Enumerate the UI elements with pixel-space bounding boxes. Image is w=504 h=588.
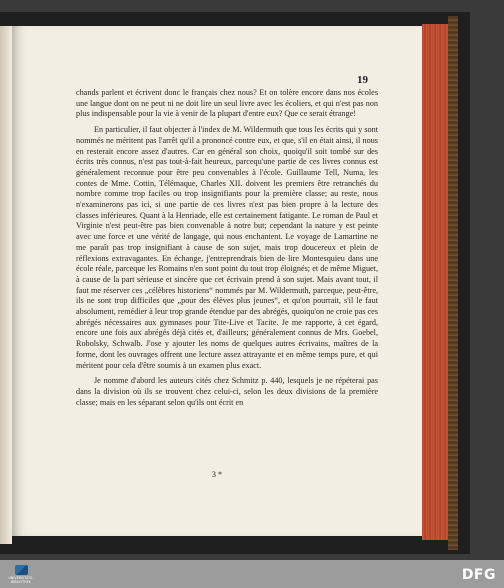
library-logo — [5, 560, 37, 588]
cover-edge — [448, 16, 458, 550]
page-text — [76, 88, 378, 413]
page-stack-edge — [422, 24, 448, 540]
paragraph-3: Je nomme d'abord les auteurs cités chez Schmitz p. 440, lesquels je ne répéterai pas dans la division où ils se trouvent chez celui-ci, selon les deux divisions de la première classe; mais en les séparant selon qu'ils ont écrit en — [76, 376, 378, 407]
dfg-logo: DFG — [461, 567, 496, 583]
book-page — [12, 26, 422, 536]
spine-edge — [0, 26, 12, 544]
library-logo-icon — [15, 565, 28, 575]
paragraph-2: En particulier, il faut objecter à l'index de M. Wildermuth que tous les écrits qui y sont nommés ne méritent pas l'arrêt qu'il a prononcé contre eux, et que, s'il en était ainsi, il nous en resterait encore assez d'autres. Car en général son choix, quoiqu'il soit tombé sur des écrits très connus, n'est pas tout-à-fait heureux, parcequ'une partie de ces livres connus est généralement reconnue pour être peu convenables à l'école. Guillaume Tell, Numa, les contes de Mme. Cottin, Télémaque, Charles XII. doivent les premiers être retranchés du nombre comme trop faciles ou trop insignifiants pour la première classe; au reste, nous n'examinerons pas ici, si une partie de ces livres n'est pas bien propre à la lecture des classes inférieures. Quant à la Henriade, elle est certainement fatigante. Le roman de Paul et Virginie n'est peut-être pas bien convenable à notre but; cependant la nature y est peinte avec une force et une vérité de langage, qui nous enchantent. Le voyage de Lamartine ne me paraît pas trop insignifiant à cause de son sujet, mais trop doucereux et plein de réflexions extravagantes. En échange, j'entreprendrais bien de lire Montesquieu dans une école réale, parceque les Romains n'en sont point du tout trop éloignés; et de même Miguet, à cause de la part sérieuse et sincère que cet écrivain prend à son sujet. Mais avant tout, il faut me réserver ces „célèbres historiens“ nommés par M. Wildermuth, parceque, peut-être, ils ne sont trop difficiles que „pour des élèves plus jeunes“, et qu'on pourrait, s'il le faut absolument, remédier à leur trop grande étendue par des abrégés, quoiqu'on ne croie pas ces abrégés nécessaires aux gymnases pour Tite-Live et Tacite. Je me rapporte, à cet égard, encore une fois aux abrégés déjà cités et, d'ailleurs; généralement connus de Mrs. Goebel, Robolsky, Schwalb. J'ose y ajouter les noms de quelques autres écrivains, maîtres de la forme, dont les ouvrages offrent une lecture assez attrayante et en même temps pure, et qui méritent pour cela d'être soumis à un examen plus exact. — [76, 125, 378, 370]
paragraph-1: chands parlent et écrivent donc le français chez nous? Et on tolère encore dans nos écoles une langue dont on ne peut ni ne doit lire un seul livre avec les écoliers, et qui n'est pas non plus indispensable pour la vie à venir de la plupart d'entre eux? Que ce serait étrange! — [76, 88, 378, 119]
footer-bar — [0, 560, 504, 588]
library-logo-text: UNIVERSITÄTS- BIBLIOTHEK — [8, 575, 34, 584]
signature-mark: 3 * — [211, 470, 223, 479]
page-number: 19 — [357, 74, 368, 86]
